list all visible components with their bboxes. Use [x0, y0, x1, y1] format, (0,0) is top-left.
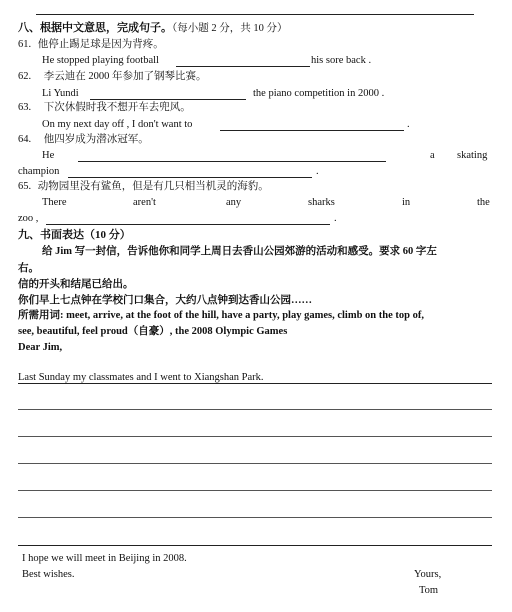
q65-word-in: in [402, 197, 411, 208]
q65-end-period: . [334, 213, 337, 224]
q64-end-period: . [316, 166, 319, 177]
section8-score-note: （每小题 2 分，共 10 分） [172, 23, 288, 34]
q65-word-arent: aren't [133, 197, 156, 208]
q65-word-the: the [477, 197, 490, 208]
section9-prompt-line4: 你们早上七点钟在学校门口集合，大约八点钟到达香山公园…… [18, 295, 312, 306]
q64-word-skating: skating [457, 150, 488, 161]
letter-closing-line: I hope we will meet in Beijing in 2008. [22, 553, 187, 564]
q65-chinese-text: 动物园里没有鲨鱼，但是有几只相当机灵的海豹。 [37, 181, 269, 192]
q61-chinese [18, 39, 164, 52]
q61-answer-blank[interactable] [176, 66, 310, 67]
section9-prompt-line1: 给 Jim 写一封信，告诉他你和同学上周日去香山公园郊游的活动和感受。要求 60 字左 [42, 246, 437, 257]
writing-line-7[interactable] [18, 545, 492, 546]
q62-english-end: the piano competition in 2000 . [253, 88, 385, 99]
writing-line-4[interactable] [18, 463, 492, 464]
q62-chinese [18, 71, 207, 84]
writing-line-3[interactable] [18, 436, 492, 437]
q61-chinese-text: 他停止踢足球是因为背疼。 [37, 39, 164, 50]
q64-word-he: He [42, 150, 55, 161]
writing-line-5[interactable] [18, 490, 492, 491]
section9-required-words-line1: 所需用词: meet, arrive, at the foot of the hill, have a party, play games, climb on the top of, [18, 310, 424, 321]
q64-answer-blank-2[interactable] [68, 177, 312, 178]
q65-word-sharks: sharks [308, 197, 335, 208]
q64-number: 64. [18, 134, 32, 145]
q63-english-start: On my next day off , I don't want to [42, 119, 193, 130]
q65-word-zoo: zoo , [18, 213, 39, 224]
q61-number: 61. [18, 39, 32, 50]
q63-number: 63. [18, 102, 32, 113]
writing-line-1[interactable] [18, 383, 492, 384]
section9-prompt-line2: 右。 [18, 263, 39, 274]
letter-yours: Yours, [414, 569, 442, 580]
q65-number: 65. [18, 181, 32, 192]
q61-english-end: his sore back . [311, 55, 372, 66]
letter-salutation: Dear Jim, [18, 342, 63, 353]
section9-required-words-line2: see, beautiful, feel proud（自豪）, the 2008 Olympic Games [18, 326, 288, 337]
q65-answer-blank[interactable] [46, 224, 330, 225]
top-rule [36, 14, 474, 15]
q64-answer-blank-1[interactable] [78, 161, 386, 162]
q64-chinese-text: 他四岁成为潜冰冠军。 [43, 134, 149, 145]
q65-word-there: There [42, 197, 67, 208]
writing-line-6[interactable] [18, 517, 492, 518]
letter-signature: Tom [419, 585, 439, 596]
q62-number: 62. [18, 71, 32, 82]
q63-chinese [18, 102, 191, 115]
writing-line-2[interactable] [18, 409, 492, 410]
q65-chinese [18, 181, 269, 194]
q63-answer-blank[interactable] [220, 130, 404, 131]
q62-chinese-text: 李云迪在 2000 年参加了钢琴比赛。 [43, 71, 207, 82]
q64-chinese [18, 134, 149, 147]
q62-english-start: Li Yundi [42, 88, 79, 99]
section9-title: 九、书面表达（10 分） [18, 229, 131, 241]
q65-word-any: any [226, 197, 242, 208]
section8-title: 八、根据中文意思，完成句子。 [18, 22, 172, 34]
q63-chinese-text: 下次休假时我不想开车去兜风。 [43, 102, 191, 113]
section8-heading [18, 22, 288, 36]
q63-english-end: . [407, 119, 410, 130]
q61-english-start: He stopped playing football [42, 55, 159, 66]
letter-first-line: Last Sunday my classmates and I went to Xiangshan Park. [18, 372, 264, 383]
q62-answer-blank[interactable] [90, 99, 246, 100]
q64-word-champion: champion [18, 166, 60, 177]
letter-best-wishes: Best wishes. [22, 569, 75, 580]
q64-word-a: a [430, 150, 435, 161]
section9-prompt-line3: 信的开头和结尾已给出。 [18, 279, 134, 290]
